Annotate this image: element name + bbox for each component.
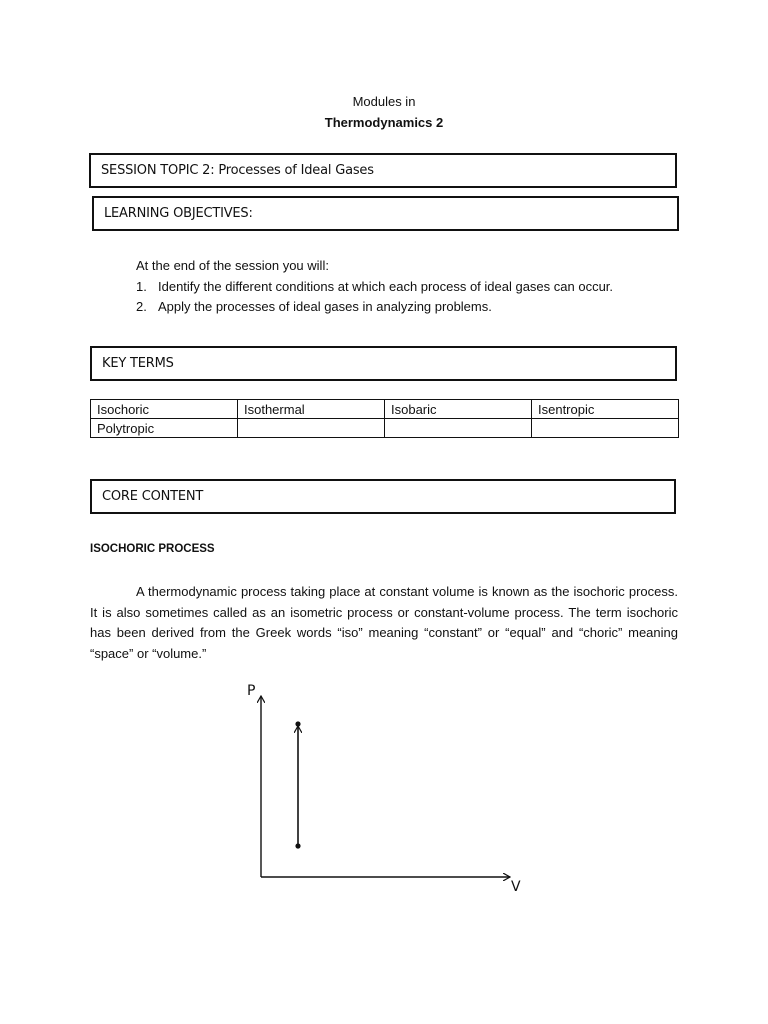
table-cell: Isobaric (385, 400, 532, 419)
module-header-title: Thermodynamics 2 (324, 115, 444, 130)
key-terms-box (90, 346, 677, 381)
table-cell: Isentropic (532, 400, 679, 419)
pv-diagram (240, 678, 530, 898)
objective-text: Apply the processes of ideal gases in analyzing problems. (158, 299, 492, 314)
module-header-line1: Modules in (352, 94, 416, 109)
objectives-intro: At the end of the session you will: (136, 258, 329, 273)
key-terms-table (90, 399, 679, 438)
learning-objectives-box (92, 196, 679, 231)
objective-text: Identify the different conditions at which each process of ideal gases can occur. (158, 279, 614, 294)
core-content-box (90, 479, 676, 514)
table-cell (238, 419, 385, 438)
table-row (91, 400, 679, 419)
objective-number: 1. (136, 279, 147, 294)
learning-objectives-heading: LEARNING OBJECTIVES: (104, 206, 253, 221)
session-topic-box (89, 153, 677, 188)
x-axis-label: V (511, 879, 521, 895)
table-cell: Isothermal (238, 400, 385, 419)
objective-number: 2. (136, 299, 147, 314)
state-point-final (295, 721, 300, 726)
table-cell (532, 419, 679, 438)
table-cell (385, 419, 532, 438)
table-cell: Isochoric (91, 400, 238, 419)
table-cell: Polytropic (91, 419, 238, 438)
core-content-heading: CORE CONTENT (102, 489, 204, 504)
table-row (91, 419, 679, 438)
session-topic-label: SESSION TOPIC 2: Processes of Ideal Gases (101, 163, 374, 178)
y-axis-label: P (247, 683, 256, 699)
section-title: ISOCHORIC PROCESS (90, 543, 215, 555)
state-point-initial (295, 843, 300, 848)
body-paragraph: A thermodynamic process taking place at constant volume is known as the isochoric process. It is also sometimes called as an isometric process or constant-volume process. The term isochoric has been derived from the Greek words “iso” meaning “constant” or “equal” and “choric” meaning “space” or “volume.” (90, 584, 678, 661)
key-terms-heading: KEY TERMS (102, 356, 174, 371)
